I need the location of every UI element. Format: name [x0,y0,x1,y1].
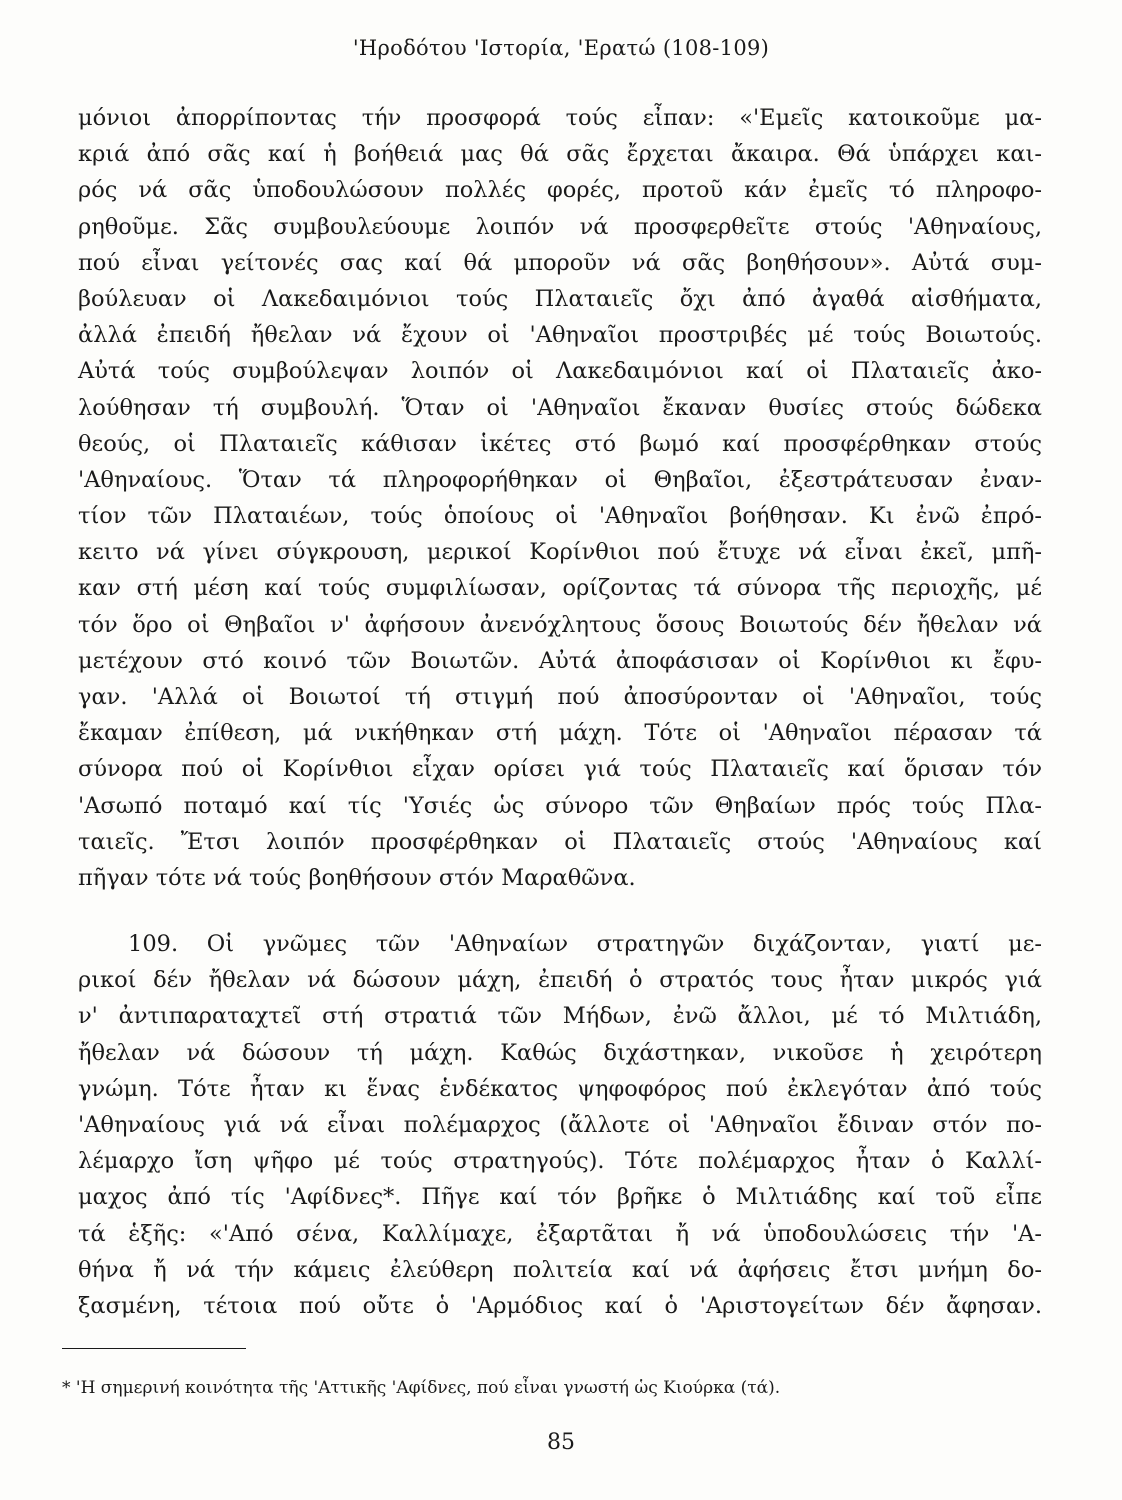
text-line: Αὐτά τούς συμβούλεψαν λοιπόν οἱ Λακεδαιμόνιοι καί οἱ Πλαταιεῖς ἀκο- [78,358,1042,385]
text-line: ν' ἀντιπαραταχτεῖ στή στρατιά τῶν Μήδων, ἐνῶ ἄλλοι, μέ τό Μιλτιάδη, [78,1003,1042,1030]
text-line: γνώμη. Τότε ἦταν κι ἕνας ἑνδέκατος ψηφοφόρος πού ἐκλεγόταν ἀπό τούς [78,1075,1042,1102]
text-line: λούθησαν τή συμβουλή. Ὅταν οἱ 'Αθηναῖοι ἔκαναν θυσίες στούς δώδεκα [78,394,1042,421]
text-line: ξασμένη, τέτοια πού οὔτε ὁ 'Αρμόδιος καί ὁ 'Αριστογείτων δέν ἄφησαν. [78,1292,1042,1319]
text-line: πού εἶναι γείτονές σας καί θά μποροῦν νά σᾶς βοηθήσουν». Αὐτά συμ- [78,249,1042,276]
paragraph-108-continued [78,100,1042,896]
text-line: ταιεῖς. Ἔτσι λοιπόν προσφέρθηκαν οἱ Πλαταιεῖς στούς 'Αθηναίους καί [78,828,1042,855]
text-line: καν στή μέση καί τούς συμφιλίωσαν, ορίζοντας τά σύνορα τῆς περιοχῆς, μέ [78,575,1042,602]
text-line: θήνα ἤ νά τήν κάμεις ἐλεύθερη πολιτεία καί νά ἀφήσεις ἔτσι μνήμη δο- [78,1256,1042,1283]
running-head: 'Ηροδότου 'Ιστορία, 'Ερατώ (108-109) [352,36,770,60]
text-line: 'Ασωπό ποταμό καί τίς 'Υσιές ὡς σύνορο τῶν Θηβαίων πρός τούς Πλα- [78,792,1042,819]
text-line: μαχος ἀπό τίς 'Αφίδνες*. Πῆγε καί τόν βρῆκε ὁ Μιλτιάδης καί τοῦ εἶπε [78,1184,1042,1211]
text-line: θεούς, οἱ Πλαταιεῖς κάθισαν ἱκέτες στό βωμό καί προσφέρθηκαν στούς [78,430,1042,457]
text-line: ἤθελαν νά δώσουν τή μάχη. Καθώς διχάστηκαν, νικοῦσε ἡ χειρότερη [78,1039,1042,1066]
text-line: ρηθοῦμε. Σᾶς συμβουλεύουμε λοιπόν νά προσφερθεῖτε στούς 'Αθηναίους, [78,213,1042,240]
paragraph-109 [78,926,1042,1324]
footnote: * 'Η σημερινή κοινότητα τῆς 'Αττικῆς 'Αφίδνες, πού εἶναι γνωστή ὡς Κιούρκα (τά). [62,1378,781,1398]
text-line: σύνορα πού οἱ Κορίνθιοι εἶχαν ορίσει γιά τούς Πλαταιεῖς καί ὅρισαν τόν [78,756,1042,783]
text-line: 'Αθηναίους γιά νά εἶναι πολέμαρχος (ἄλλοτε οἱ 'Αθηναῖοι ἔδιναν στόν πο- [78,1111,1042,1138]
text-line: γαν. 'Αλλά οἱ Βοιωτοί τή στιγμή πού ἀποσύρονταν οἱ 'Αθηναῖοι, τούς [78,684,1042,710]
text-line: κριά ἀπό σᾶς καί ἡ βοήθειά μας θά σᾶς ἔρχεται ἄκαιρα. Θά ὑπάρχει και- [78,141,1042,168]
text-line: τίον τῶν Πλαταιέων, τούς ὁποίους οἱ 'Αθηναῖοι βοήθησαν. Κι ἐνῶ ἐπρό- [78,503,1042,530]
text-line: 'Αθηναίους. Ὅταν τά πληροφορήθηκαν οἱ Θηβαῖοι, ἐξεστράτευσαν ἐναν- [78,466,1042,493]
text-line: ρός νά σᾶς ὑποδουλώσουν πολλές φορές, προτοῦ κάν ἐμεῖς τό πληροφο- [78,177,1042,204]
text-line: ἔκαμαν ἐπίθεση, μά νικήθηκαν στή μάχη. Τότε οἱ 'Αθηναῖοι πέρασαν τά [78,720,1042,747]
text-line: ρικοί δέν ἤθελαν νά δώσουν μάχη, ἐπειδή ὁ στρατός τους ἦταν μικρός γιά [78,967,1042,994]
text-line: πῆγαν τότε νά τούς βοηθήσουν στόν Μαραθῶνα. [78,864,636,891]
text-line: τόν ὅρο οἱ Θηβαῖοι ν' ἀφήσουν ἀνενόχλητους ὅσους Βοιωτούς δέν ἤθελαν νά [78,611,1042,638]
text-line: ἀλλά ἐπειδή ἤθελαν νά ἔχουν οἱ 'Αθηναῖοι προστριβές μέ τούς Βοιωτούς. [78,322,1042,349]
page-number: 85 [547,1430,575,1455]
text-line: μόνιοι ἀπορρίποντας τήν προσφορά τούς εἶπαν: «'Εμεῖς κατοικοῦμε μα- [78,105,1042,131]
text-line: μετέχουν στό κοινό τῶν Βοιωτῶν. Αὐτά ἀποφάσισαν οἱ Κορίνθιοι κι ἔφυ- [78,647,1042,674]
text-line: λέμαρχο ἴση ψῆφο μέ τούς στρατηγούς). Τότε πολέμαρχος ἦταν ὁ Καλλί- [78,1148,1042,1175]
text-line: τά ἑξῆς: «'Από σένα, Καλλίμαχε, ἐξαρτᾶται ἤ νά ὑποδουλώσεις τήν 'Α- [78,1220,1042,1247]
footnote-divider [62,1348,246,1349]
text-line: βούλευαν οἱ Λακεδαιμόνιοι τούς Πλαταιεῖς ὄχι ἀπό ἀγαθά αἰσθήματα, [78,285,1042,312]
text-line-section-start: 109. Οἱ γνῶμες τῶν 'Αθηναίων στρατηγῶν διχάζονταν, γιατί με- [128,931,1042,957]
text-line: κειτο νά γίνει σύγκρουση, μερικοί Κορίνθιοι πού ἔτυχε νά εἶναι ἐκεῖ, μπῆ- [78,539,1042,566]
